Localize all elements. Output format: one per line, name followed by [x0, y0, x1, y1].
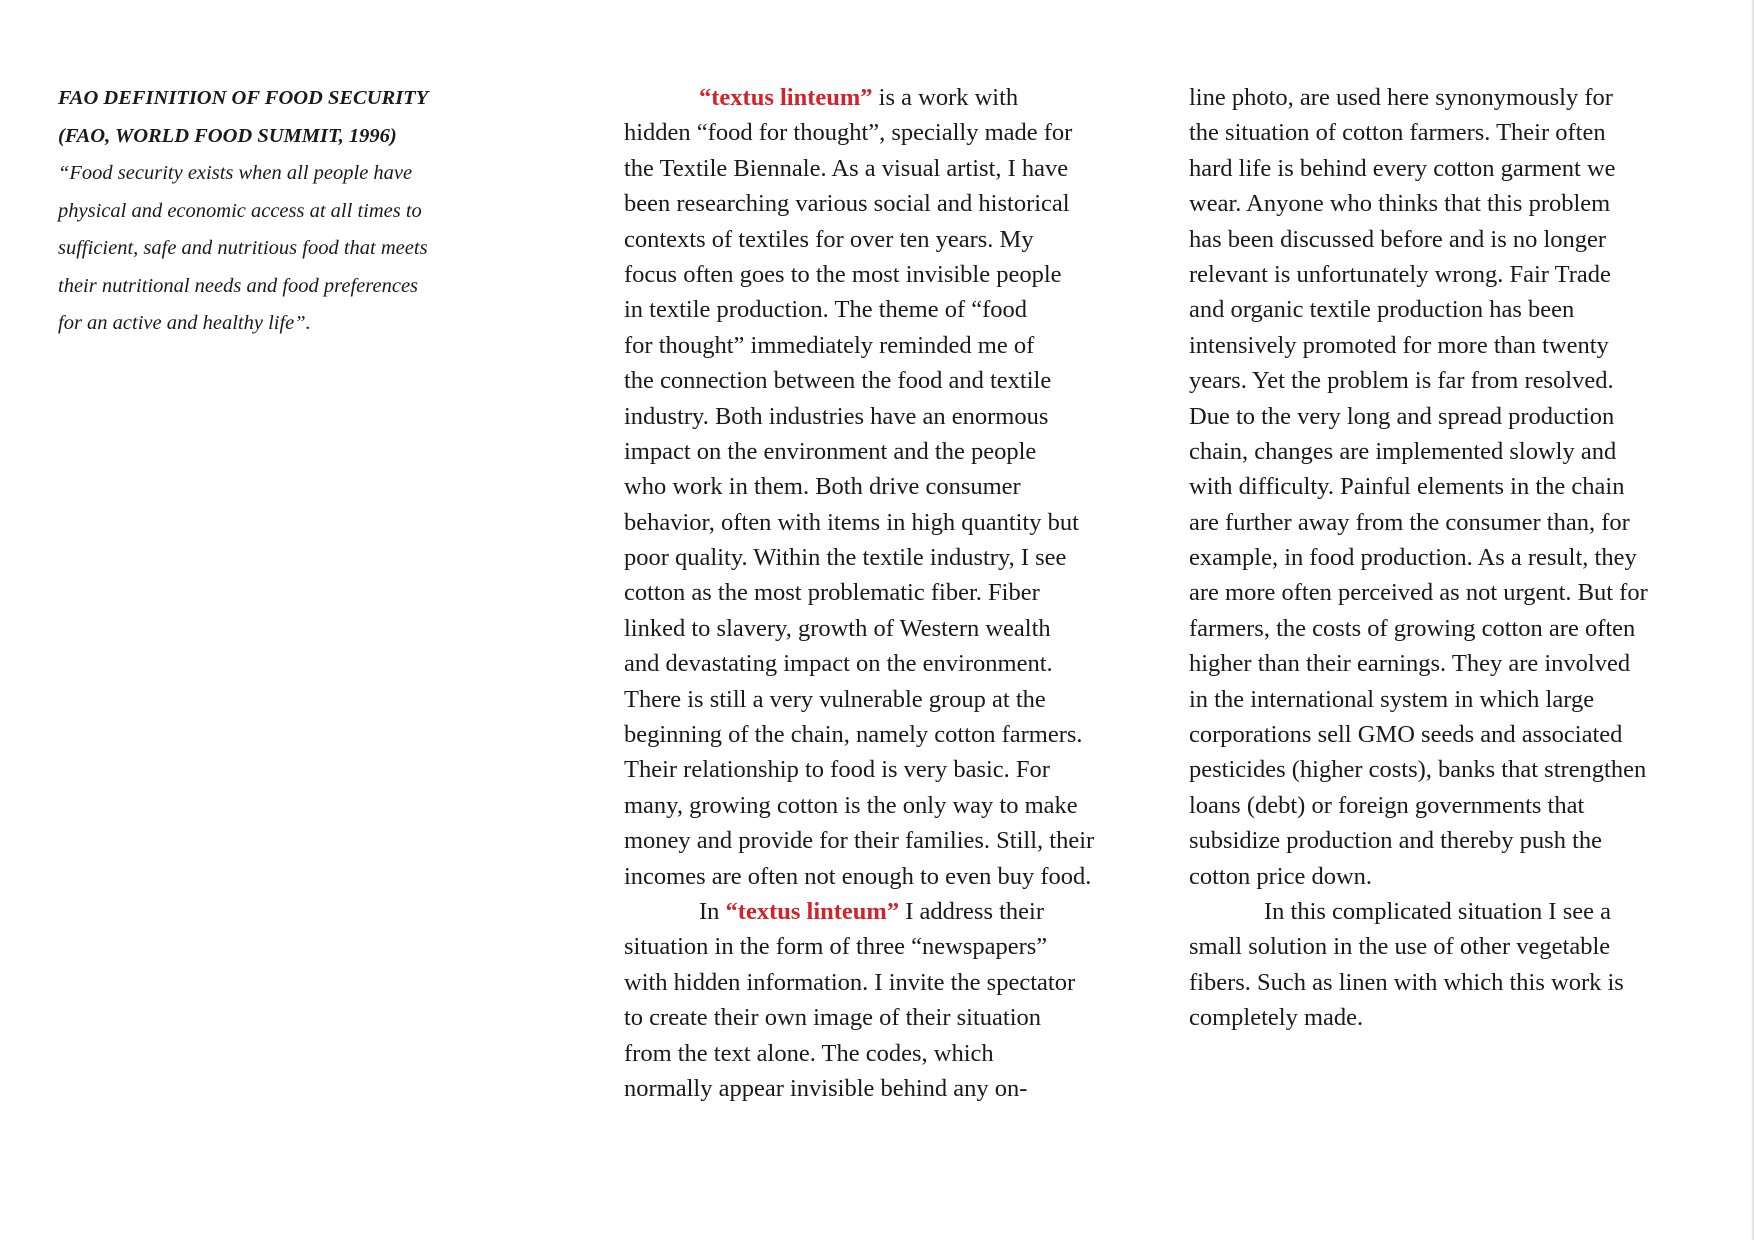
text-line: impact on the environment and the people — [624, 437, 1037, 465]
text-line: been researching various social and historical — [624, 190, 1070, 218]
paragraph-1 — [624, 80, 1144, 894]
text-line: hard life is behind every cotton garment we — [1189, 154, 1616, 182]
text-line: pesticides (higher costs), banks that strengthen — [1189, 756, 1647, 784]
text-line: for thought” immediately reminded me of — [624, 331, 1035, 359]
text-line: normally appear invisible behind any on- — [624, 1074, 1028, 1102]
text-line: wear. Anyone who thinks that this problem — [1189, 190, 1611, 218]
text-run: I address their — [899, 897, 1045, 925]
paragraph-first-line — [624, 80, 1144, 115]
text-line: who work in them. Both drive consumer — [624, 473, 1021, 501]
quote-line: sufficient, safe and nutritious food that meets — [58, 237, 428, 259]
text-line: to create their own image of their situation — [624, 1004, 1042, 1032]
text-line: contexts of textiles for over ten years. My — [624, 225, 1034, 253]
text-line: with hidden information. I invite the spectator — [624, 968, 1076, 996]
text-line: completely made. — [1189, 1004, 1364, 1032]
text-line: focus often goes to the most invisible people — [624, 260, 1062, 288]
fao-definition-heading — [58, 80, 488, 155]
work-title-highlight: “textus linteum” — [699, 84, 873, 111]
text-line: beginning of the chain, namely cotton farmers. — [624, 721, 1083, 749]
text-line: example, in food production. As a result, they — [1189, 544, 1637, 572]
text-line: There is still a very vulnerable group at the — [624, 685, 1046, 713]
text-line: the Textile Biennale. As a visual artist, I have — [624, 154, 1069, 182]
paragraph-continued — [1189, 80, 1709, 894]
quote-line: their nutritional needs and food preferences — [58, 274, 419, 297]
text-line: in textile production. The theme of “food — [624, 296, 1028, 324]
fao-definition-quote — [58, 155, 488, 343]
text-line: many, growing cotton is the only way to make — [624, 791, 1078, 819]
body-column-2 — [1189, 80, 1709, 1036]
text-line: chain, changes are implemented slowly and — [1189, 437, 1617, 465]
text-line: years. Yet the problem is far from resolved. — [1189, 367, 1614, 395]
text-line: Their relationship to food is very basic. For — [624, 756, 1050, 784]
text-line: situation in the form of three “newspapers” — [624, 933, 1048, 961]
text-line: the connection between the food and textile — [624, 367, 1052, 395]
text-line: relevant is unfortunately wrong. Fair Trade — [1189, 260, 1611, 288]
heading-line: FAO DEFINITION OF FOOD SECURITY — [58, 87, 429, 109]
text-line: subsidize production and thereby push the — [1189, 827, 1603, 855]
quote-line: physical and economic access at all times to — [58, 199, 422, 222]
text-line: and organic textile production has been — [1189, 296, 1575, 324]
text-line: cotton as the most problematic fiber. Fiber — [624, 579, 1040, 607]
work-title-highlight: “textus linteum” — [725, 897, 900, 925]
text-line: has been discussed before and is no longer — [1189, 225, 1607, 253]
paragraph-3 — [1189, 894, 1709, 1036]
text-line: are more often perceived as not urgent. But for — [1189, 579, 1648, 607]
text-line: with difficulty. Painful elements in the chain — [1189, 473, 1625, 501]
text-line: intensively promoted for more than twenty — [1189, 331, 1609, 359]
text-line: the situation of cotton farmers. Their often — [1189, 119, 1606, 147]
text-line: money and provide for their families. Still, their — [624, 827, 1095, 855]
paragraph-2 — [624, 894, 1144, 1106]
text-line: incomes are often not enough to even buy food. — [624, 862, 1092, 890]
text-run: In — [699, 897, 726, 925]
text-line: behavior, often with items in high quantity but — [624, 508, 1079, 536]
fao-definition-sidebar — [58, 80, 488, 343]
quote-line: “Food security exists when all people have — [58, 162, 413, 184]
text-line: poor quality. Within the textile industry, I see — [624, 544, 1067, 572]
body-column-1 — [624, 80, 1144, 1106]
text-line: higher than their earnings. They are involved — [1189, 650, 1631, 678]
text-line: are further away from the consumer than, for — [1189, 508, 1630, 536]
text-line: loans (debt) or foreign governments that — [1189, 791, 1585, 819]
text-line: hidden “food for thought”, specially made for — [624, 119, 1073, 147]
paragraph-first-line — [624, 894, 1144, 929]
text-run: is a work with — [872, 84, 1019, 111]
text-line: fibers. Such as linen with which this work is — [1189, 968, 1624, 996]
text-line: from the text alone. The codes, which — [624, 1039, 994, 1067]
text-line: Due to the very long and spread production — [1189, 402, 1615, 430]
text-line: cotton price down. — [1189, 862, 1373, 890]
text-line: in the international system in which large — [1189, 685, 1595, 713]
heading-line: (FAO, WORLD FOOD SUMMIT, 1996) — [58, 124, 397, 147]
text-line: farmers, the costs of growing cotton are often — [1189, 614, 1636, 642]
text-line: small solution in the use of other vegetable — [1189, 933, 1611, 961]
text-line: industry. Both industries have an enormous — [624, 402, 1049, 430]
text-line: corporations sell GMO seeds and associated — [1189, 721, 1623, 749]
paragraph-first-line: In this complicated situation I see a — [1264, 897, 1611, 925]
quote-line: for an active and healthy life”. — [58, 312, 311, 334]
text-line: linked to slavery, growth of Western wealth — [624, 614, 1051, 642]
text-line: line photo, are used here synonymously for — [1189, 84, 1613, 111]
text-line: and devastating impact on the environment. — [624, 650, 1053, 678]
